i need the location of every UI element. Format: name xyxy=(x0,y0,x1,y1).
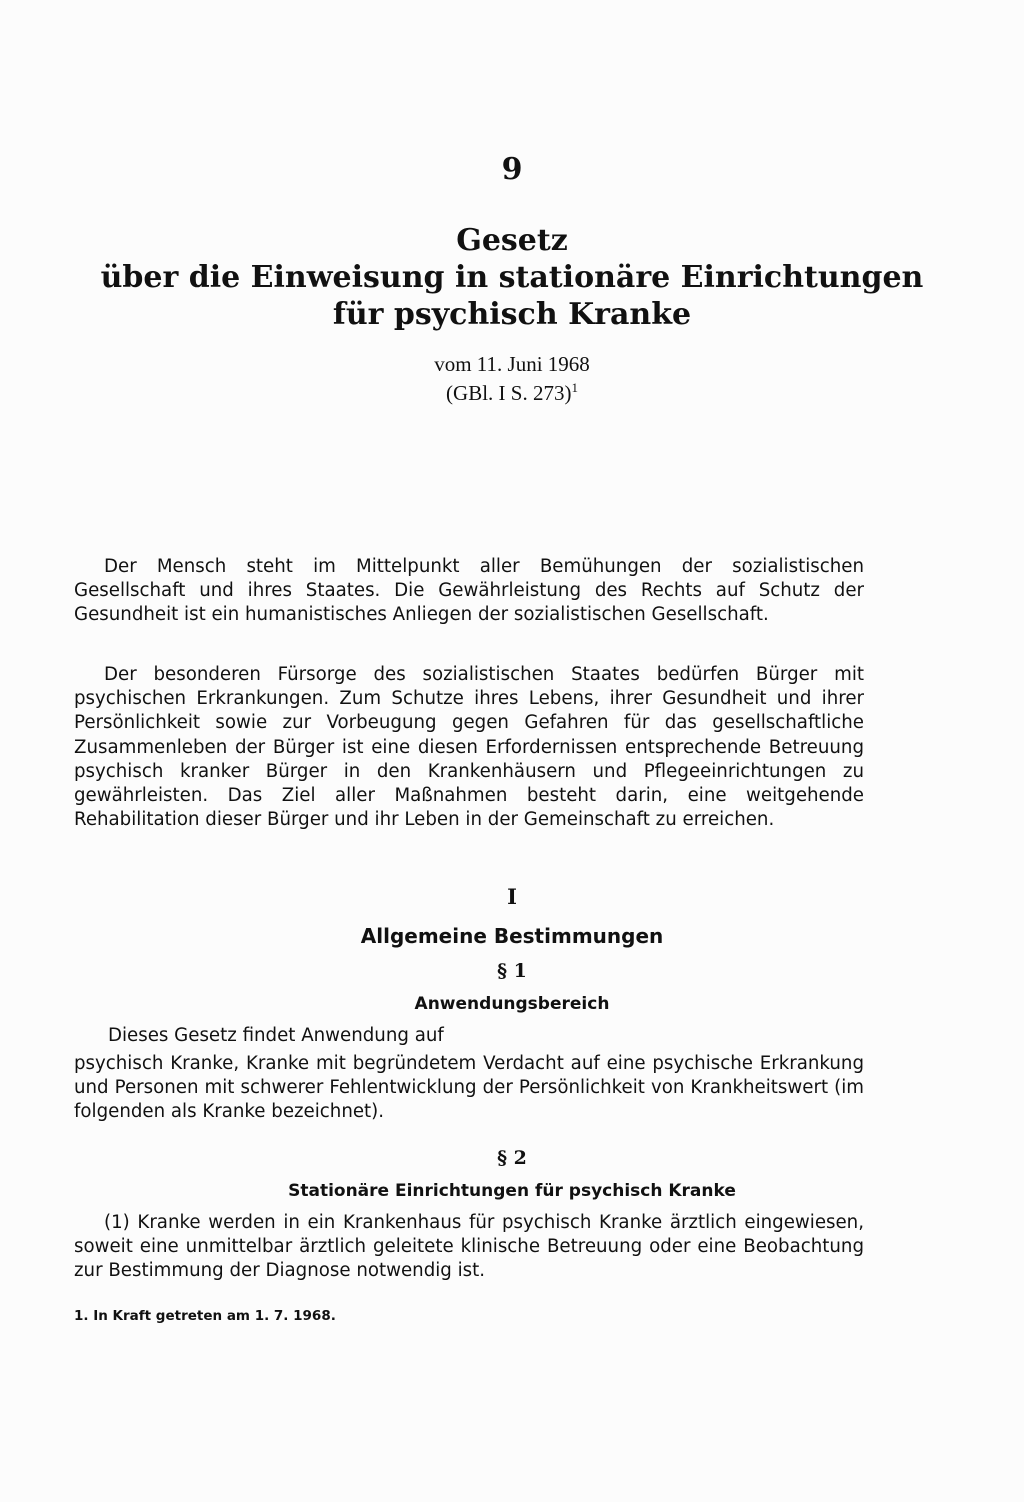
citation: (GBl. I S. 273) xyxy=(446,381,572,405)
paragraph-2-title: Stationäre Einrichtungen für psychisch Kranke xyxy=(288,1181,736,1201)
title-line-3: für psychisch Kranke xyxy=(332,297,692,332)
section-numeral: I xyxy=(507,884,517,909)
preamble-paragraph-2 xyxy=(74,663,864,832)
section-title: Allgemeine Bestimmungen xyxy=(360,924,664,948)
paragraph-1-title: Anwendungsbereich xyxy=(414,994,610,1014)
paragraph-2-body xyxy=(74,1211,864,1284)
document-date xyxy=(0,350,1024,408)
title-line-1: Gesetz xyxy=(456,223,568,258)
preamble-paragraph-1 xyxy=(74,555,864,628)
document-title xyxy=(0,222,1024,333)
paragraph-2-text: (1) Kranke werden in ein Krankenhaus für psychisch Kranke ärztlich eingewiesen, soweit eine unmittelbar ärztlich geleitete klinische Betreuung oder eine Beobachtung zur Bestimmung der Diagnose notwendig ist. xyxy=(74,1212,864,1282)
paragraph-2-sign: § 2 xyxy=(497,1147,527,1169)
paragraph-1-text: psychisch Kranke, Kranke mit begründetem Verdacht auf eine psychische Erkrankung und Personen mit schwerer Fehlentwicklung der Persönlichkeit von Krankheitswert (im folgenden als Kranke bezeichnet). xyxy=(74,1053,864,1123)
date-line: vom 11. Juni 1968 xyxy=(434,352,590,376)
footnote: 1. In Kraft getreten am 1. 7. 1968. xyxy=(74,1308,336,1324)
paragraph-1-body xyxy=(74,1052,864,1125)
footnote-mark: 1 xyxy=(571,380,578,395)
citation-line xyxy=(0,379,1024,408)
preamble-text-1: Der Mensch steht im Mittelpunkt aller Bemühungen der sozialistischen Gesellschaft und ihres Staates. Die Gewährleistung des Rechts auf Schutz der Gesundheit ist ein humanistisches Anliegen der sozialistischen Gesellschaft. xyxy=(74,556,864,626)
paragraph-1-sign: § 1 xyxy=(497,960,527,982)
title-line-2: über die Einweisung in stationäre Einrichtungen xyxy=(100,260,924,295)
document-number: 9 xyxy=(501,152,523,187)
paragraph-1-intro: Dieses Gesetz findet Anwendung auf xyxy=(108,1025,444,1046)
preamble-text-2: Der besonderen Fürsorge des sozialistischen Staates bedürfen Bürger mit psychischen Erkrankungen. Zum Schutze ihres Lebens, ihrer Gesundheit und ihrer Persönlichkeit sowie zur Vorbeugung gegen Gefahren für das gesellschaftliche Zusammenleben der Bürger ist eine diesen Erfordernissen entsprechende Betreuung psychisch kranker Bürger in den Krankenhäusern und Pflegeeinrichtungen zu gewährleisten. Das Ziel aller Maßnahmen besteht darin, eine weitgehende Rehabilitation dieser Bürger und ihr Leben in der Gemeinschaft zu erreichen. xyxy=(74,664,864,831)
